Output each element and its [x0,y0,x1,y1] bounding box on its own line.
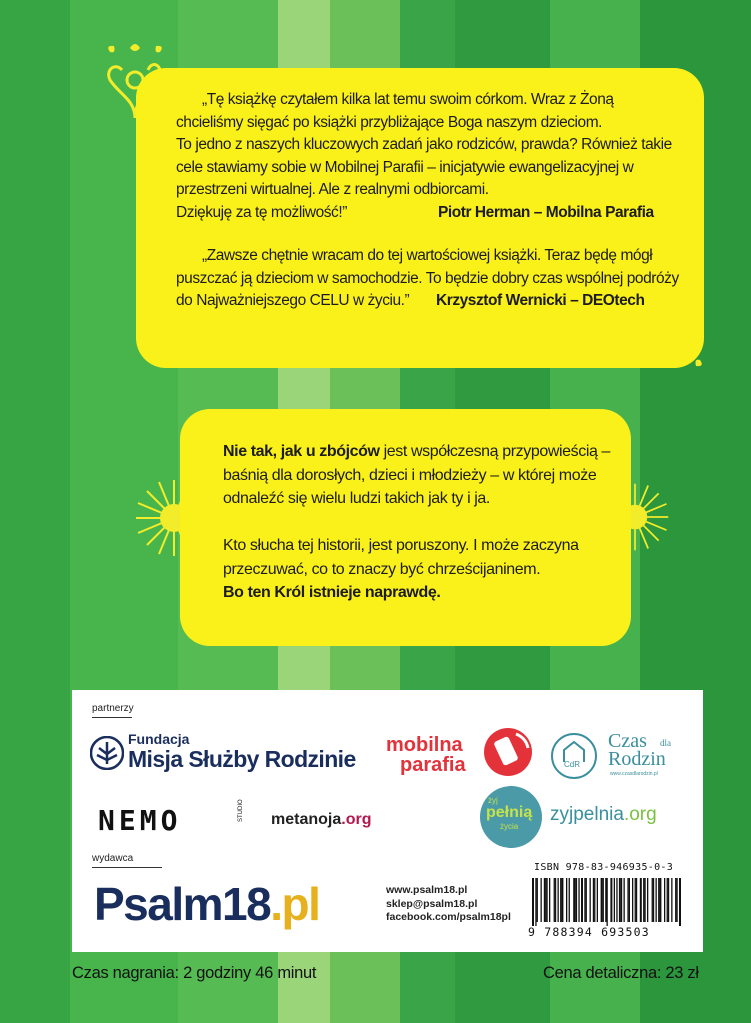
barcode-bar [624,878,625,922]
testimonial-2-author: Krzysztof Wernicki – DEOtech [436,292,645,309]
barcode-bar [584,878,585,922]
testimonial-1-line: chcieliśmy sięgać po książki przybliżające Boga naszym dzieciom. [176,113,603,131]
barcode-bar [545,878,546,922]
barcode-bar [632,878,633,922]
mobilna-2: parafia [400,754,466,776]
partners-label: partnerzy [92,703,134,714]
barcode [530,878,682,926]
contact-website[interactable]: www.psalm18.pl [386,884,468,896]
barcode-bar [573,878,574,922]
barcode-bar [664,878,665,922]
barcode-bar [629,878,630,922]
psalm18-b: .pl [270,878,320,930]
zyjpelnia-b: .org [623,804,657,825]
testimonials-box [136,68,704,368]
church-badge-icon [548,732,600,780]
barcode-bar [627,878,628,922]
story-line: Kto słucha tej historii, jest poruszony. I może zaczyna [223,537,579,554]
description-text [223,440,610,605]
story-line: jest współczesną przypowieścią – [379,443,611,460]
barcode-bar [541,878,542,922]
tree-icon [90,736,124,770]
barcode-bar [675,878,676,922]
partners-panel [72,690,703,952]
barcode-bar [544,878,545,922]
barcode-bar [569,878,570,922]
barcode-bar [607,878,608,926]
publisher-label: wydawca [92,853,134,864]
barcode-bar [575,878,576,922]
zyjpelnia-text [550,804,657,826]
zyj-2: pełnią [486,804,533,821]
publisher-contacts [386,884,511,925]
phone-signal-icon [482,726,534,778]
barcode-bar [558,878,559,922]
barcode-bar [586,878,587,922]
czas-dla: dla [660,738,671,748]
testimonial-2-line: do Najważniejszego CELU w życiu.” [176,292,410,310]
nemo-logo [98,799,248,838]
barcode-bar [549,878,550,922]
barcode-bar [676,878,677,922]
barcode-bar [679,878,681,926]
barcode-bar [653,878,654,922]
barcode-bar [581,878,583,922]
contact-facebook[interactable]: facebook.com/psalm18pl [386,911,511,923]
barcode-bar [535,878,536,926]
mobilna-1: mobilna [386,734,463,756]
barcode-bar [594,878,595,922]
barcode-bar [610,878,612,922]
retail-price: Cena detaliczna: 23 zł [543,964,699,982]
story-line: odnaleźć się wielu ludzi takich jak ty i ja. [223,490,490,507]
barcode-bar [561,878,563,922]
testimonial-1-line: Dziękuję za tę możliwość!” [176,203,347,221]
barcode-bar [566,878,567,922]
barcode-bar [590,878,591,922]
barcode-bar [636,878,637,922]
misja-name: Misja Służby Rodzinie [128,746,356,772]
testimonial-1-line: przestrzeni wirtualnej. Ale z realnymi odbiorcami. [176,181,489,199]
zyj-3: życia [500,822,519,831]
barcode-bar [619,878,620,922]
barcode-bar [555,878,556,922]
cdr-badge: CdR [564,760,581,769]
testimonial-1-author: Piotr Herman – Mobilna Parafia [438,204,654,221]
barcode-bar [614,878,615,922]
zyjpelnia-logo [480,786,690,850]
metanoja-a: metanoja [271,811,342,828]
misja-top: Fundacja [128,731,190,747]
isbn-label: ISBN 978-83-946935-0-3 [534,862,674,873]
barcode-bar [647,878,648,922]
barcode-bar [560,878,561,922]
nemo-studio: STUDIO [238,799,244,822]
barcode-bar [603,878,604,922]
barcode-bar [593,878,594,922]
barcode-bar [652,878,653,922]
barcode-bar [668,878,669,922]
barcode-bar [578,878,579,922]
testimonial-1-line: cele stawiamy sobie w Mobilnej Parafii – inicjatywie ewangelizacyjnej w [176,158,634,176]
barcode-bar [659,878,661,922]
barcode-bar [597,878,598,922]
barcode-bar [656,878,657,922]
barcode-bar [605,878,606,922]
czas-dla-rodzin-logo [548,728,698,784]
barcode-bar [554,878,555,922]
barcode-bar [671,878,672,922]
nemo-text: NEMO [98,804,182,837]
story-line: przeczuwać, co to znaczy być chrześcijaninem. [223,560,541,578]
barcode-bar [576,878,577,922]
barcode-bar [532,878,534,926]
zyj-1: żyj [488,796,498,805]
metanoja-b: .org [341,811,372,828]
barcode-bar [667,878,668,922]
czas-1: Czas [608,730,647,752]
mobilna-parafia-logo [386,726,536,782]
barcode-bar [537,878,538,922]
barcode-bar [644,878,645,922]
barcode-bar [635,878,636,922]
barcode-bar [601,878,603,922]
barcode-bar [616,878,617,922]
description-box [180,409,631,646]
psalm18-a: Psalm18 [94,878,271,930]
barcode-bar [658,878,659,922]
barcode-bar [620,878,622,922]
barcode-digits: 9 788394 693503 [528,925,650,939]
barcode-bar [546,878,547,922]
testimonial-1-line: To jedno z naszych kluczowych zadań jako rodziców, prawda? Również takie [176,136,672,154]
metanoja-logo [271,811,371,829]
testimonial-2-line: „Zawsze chętnie wracam do tej wartościowej książki. Teraz będę mógł [202,247,653,264]
misja-logo [90,730,390,774]
testimonial-2-line: puszczać ją dzieciom w samochodzie. To będzie dobry czas wspólnej podróży [176,269,679,287]
recording-duration: Czas nagrania: 2 godziny 46 minut [72,964,317,982]
barcode-bar [643,878,644,922]
czas-2: Rodzin [608,748,666,770]
contact-email[interactable]: sklep@psalm18.pl [386,897,478,910]
testimonial-1-line: „Tę książkę czytałem kilka lat temu swoim córkom. Wraz z Żoną [202,91,614,108]
story-closing: Bo ten Król istnieje naprawdę. [223,584,441,601]
czas-url: www.czasdlarodzin.pl [610,771,658,777]
zyjpelnia-a: zyjpelnia [550,804,624,825]
barcode-bar [640,878,642,922]
story-title: Nie tak, jak u zbójców [223,443,380,460]
story-line: baśnią dla dorosłych, dzieci i młodzieży – w której może [223,466,597,484]
psalm18-logo [94,878,319,930]
